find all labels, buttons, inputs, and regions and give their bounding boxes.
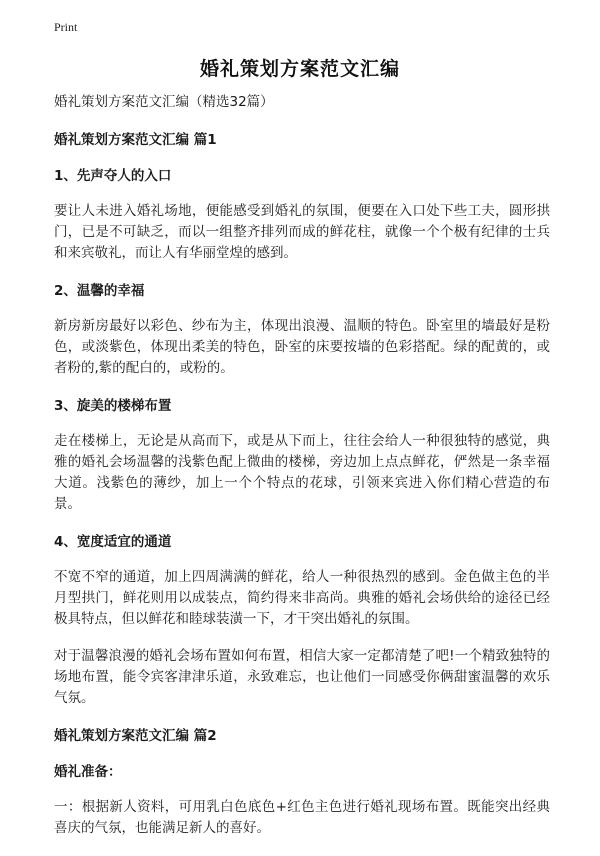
document-title: 婚礼策划方案范文汇编 (199, 58, 400, 80)
item-paragraph-4: 不宽不窄的通道，加上四周满满的鲜花，给人一种很热烈的感到。金色做主色的半月型拱门，鲜花则用以成装点，简约得来非高尚。典雅的婚礼会场供给的途径已经极具特点，但以鲜花和睦球装潢一下，才干突出婚礼的氛围。 (54, 569, 550, 627)
item-paragraph-1: 要让人未进入婚礼场地，便能感受到婚礼的氛围，便要在入口处下些工夫，圆形拱门，已是不可缺乏，而以一组整齐排列而成的鲜花柱，就像一个个极有纪律的士兵和来宾敬礼，而让人有华丽堂煌的感到。 (54, 203, 550, 261)
wedding-prep-heading: 婚礼准备： (54, 764, 122, 780)
item-paragraph-2: 新房新房最好以彩色、纱布为主，体现出浪漫、温顺的特色。卧室里的墙最好是粉色，或淡紫色，体现出柔美的特色，卧室的床要按墙的色彩搭配。绿的配黄的，或者粉的,紫的配白的，或粉的。 (54, 318, 550, 376)
document-body (54, 92, 550, 856)
wedding-prep-paragraph: 一：根据新人资料，可用乳白色底色+红色主色进行婚礼现场布置。既能突出经典喜庆的气氛，也能满足新人的喜好。 (54, 799, 550, 836)
item-heading-3: 3、旋美的楼梯布置 (54, 398, 172, 414)
item-paragraph-3: 走在楼梯上，无论是从高而下，或是从下而上，往往会给人一种很独特的感觉，典雅的婚礼会场温馨的浅紫色配上微曲的楼梯，旁边加上点点鲜花，俨然是一条幸福大道。浅紫色的薄纱，加上一个个特点的花球，引领来宾进入你们精心营造的布景。 (54, 433, 550, 512)
section-heading-part1: 婚礼策划方案范文汇编 篇1 (54, 132, 217, 148)
closing-paragraph: 对于温馨浪漫的婚礼会场布置如何布置，相信大家一定都清楚了吧!一个精致独特的场地布置，能令宾客津津乐道，永致难忘，也让他们一同感受你俩甜蜜温馨的欢乐气氛。 (54, 648, 550, 706)
print-label[interactable]: Print (54, 20, 78, 34)
section-heading-part2: 婚礼策划方案范文汇编 篇2 (54, 728, 217, 744)
document-subtitle: 婚礼策划方案范文汇编（精选32篇） (54, 94, 274, 110)
item-heading-4: 4、宽度适宜的通道 (54, 534, 172, 550)
item-heading-2: 2、温馨的幸福 (54, 283, 145, 299)
item-heading-1: 1、先声夺人的入口 (54, 168, 172, 184)
